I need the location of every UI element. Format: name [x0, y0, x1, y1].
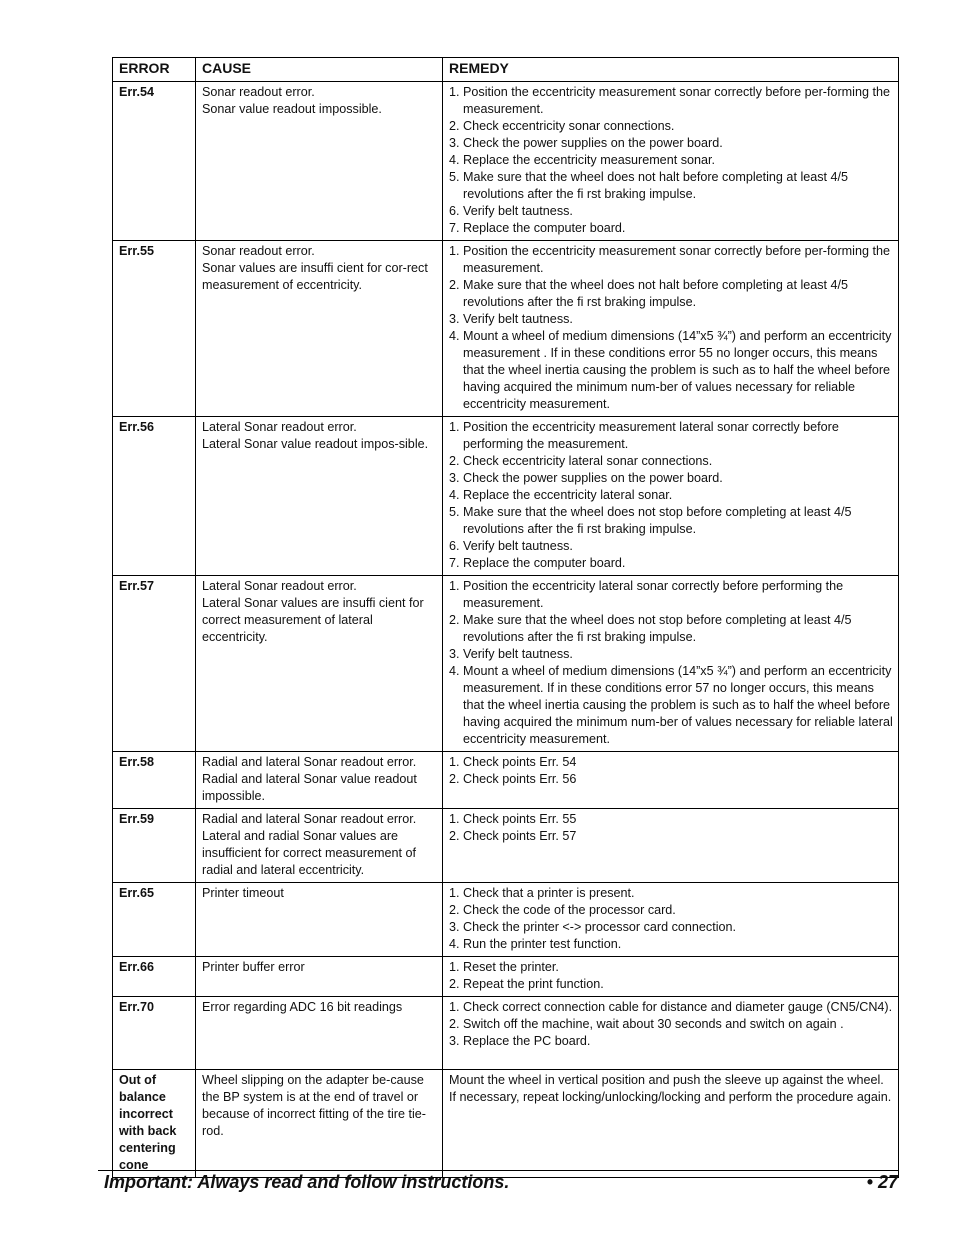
remedy-step: 1. Check points Err. 55 — [449, 812, 577, 826]
table-row — [113, 576, 899, 752]
header-error: ERROR — [113, 58, 196, 82]
remedy-step: 5. Make sure that the wheel does not stop before completing at least 4/5 revolutions after the fi rst braking impulse. — [449, 505, 852, 536]
cause-line: Sonar readout error. — [202, 244, 315, 258]
error-cause — [196, 417, 443, 576]
error-code-line: balance — [119, 1090, 166, 1104]
cause-line: Radial and lateral Sonar readout error. — [202, 755, 417, 769]
remedy-step: 3. Verify belt tautness. — [449, 647, 573, 661]
remedy-step: 1. Position the eccentricity measurement sonar correctly before per-forming the measurement. — [449, 85, 890, 116]
error-remedy — [443, 957, 899, 997]
table-header-row — [113, 58, 899, 82]
remedy-step: 4. Mount a wheel of medium dimensions (14”x5 ¾”) and perform an eccentricity measurement . If in these conditions error 55 no longer occurs, this means that the wheel inertia causing the problem is such as to half the wheel before having acquired the minimum num-ber of values necessary for reliable eccentricity measurement. — [449, 329, 892, 411]
error-cause — [196, 957, 443, 997]
remedy-step: 4. Replace the eccentricity measurement sonar. — [449, 153, 715, 167]
remedy-step: 1. Check correct connection cable for distance and diameter gauge (CN5/CN4). — [449, 1000, 893, 1014]
table-row — [113, 957, 899, 997]
remedy-step: 6. Verify belt tautness. — [449, 539, 573, 553]
error-code — [113, 997, 196, 1070]
remedy-step: 2. Check points Err. 56 — [449, 772, 577, 786]
remedy-step: 1. Reset the printer. — [449, 960, 559, 974]
cause-line: Sonar value readout impossible. — [202, 102, 382, 116]
error-code-line: Err.56 — [119, 420, 155, 434]
cause-line: Wheel slipping on the adapter be-cause the BP system is at the end of travel or because of incorrect fitting of the tire tie-rod. — [202, 1073, 427, 1138]
table-row — [113, 417, 899, 576]
cause-line: Lateral and radial Sonar values are insufficient for correct measurement of radial and lateral eccentricity. — [202, 829, 416, 877]
remedy-steps — [449, 811, 893, 845]
error-remedy — [443, 241, 899, 417]
table-row — [113, 752, 899, 809]
error-code — [113, 1070, 196, 1178]
error-code — [113, 82, 196, 241]
error-remedy — [443, 82, 899, 241]
cause-line: Radial and lateral Sonar readout error. — [202, 812, 417, 826]
cause-line: Lateral Sonar readout error. — [202, 579, 357, 593]
remedy-step: 6. Verify belt tautness. — [449, 204, 573, 218]
error-code-line: Out of — [119, 1073, 157, 1087]
error-cause — [196, 883, 443, 957]
table-body — [113, 82, 899, 1178]
error-code-line: cone — [119, 1158, 149, 1172]
remedy-step: 2. Repeat the print function. — [449, 977, 604, 991]
table-row — [113, 883, 899, 957]
error-table — [112, 57, 899, 1178]
remedy-step: 3. Check the power supplies on the power board. — [449, 471, 723, 485]
cause-line: Lateral Sonar readout error. — [202, 420, 357, 434]
remedy-steps — [449, 84, 893, 237]
remedy-step: 4. Replace the eccentricity lateral sonar. — [449, 488, 673, 502]
table-row — [113, 809, 899, 883]
page-footer — [104, 1172, 898, 1196]
footer-note: Important: Always read and follow instructions. — [104, 1172, 510, 1192]
error-remedy — [443, 1070, 899, 1178]
remedy-step: 1. Check points Err. 54 — [449, 755, 577, 769]
error-code — [113, 241, 196, 417]
error-code-line: Err.70 — [119, 1000, 155, 1014]
remedy-step: 2. Check eccentricity sonar connections. — [449, 119, 675, 133]
error-cause — [196, 809, 443, 883]
error-remedy — [443, 417, 899, 576]
error-code — [113, 417, 196, 576]
error-code-line: Err.65 — [119, 886, 155, 900]
error-code-line: Err.54 — [119, 85, 155, 99]
cause-line: Sonar readout error. — [202, 85, 315, 99]
error-code — [113, 883, 196, 957]
error-remedy — [443, 997, 899, 1070]
header-cause: CAUSE — [196, 58, 443, 82]
remedy-step: 1. Position the eccentricity measurement lateral sonar correctly before performing the measurement. — [449, 420, 839, 451]
footer-rule — [98, 1170, 898, 1171]
error-code-line: with back — [119, 1124, 177, 1138]
remedy-step: 2. Check points Err. 57 — [449, 829, 577, 843]
error-code-line: centering — [119, 1141, 176, 1155]
remedy-step: 3. Verify belt tautness. — [449, 312, 573, 326]
remedy-step: 7. Replace the computer board. — [449, 556, 626, 570]
error-cause — [196, 752, 443, 809]
remedy-step: 2. Check eccentricity lateral sonar connections. — [449, 454, 713, 468]
error-code — [113, 752, 196, 809]
cause-line: Printer buffer error — [202, 960, 305, 974]
error-remedy — [443, 576, 899, 752]
error-cause — [196, 241, 443, 417]
error-code — [113, 809, 196, 883]
error-cause — [196, 576, 443, 752]
cause-line: Error regarding ADC 16 bit readings — [202, 1000, 403, 1014]
remedy-steps — [449, 885, 893, 953]
remedy-step: 1. Check that a printer is present. — [449, 886, 635, 900]
table-row — [113, 997, 899, 1070]
remedy-step: 4. Run the printer test function. — [449, 937, 622, 951]
remedy-step: 5. Make sure that the wheel does not halt before completing at least 4/5 revolutions after the fi rst braking impulse. — [449, 170, 849, 201]
remedy-steps — [449, 243, 893, 413]
remedy-step: 2. Check the code of the processor card. — [449, 903, 676, 917]
table-row — [113, 241, 899, 417]
error-code-line: Err.57 — [119, 579, 155, 593]
error-code — [113, 576, 196, 752]
error-remedy — [443, 883, 899, 957]
table-row — [113, 82, 899, 241]
remedy-step: 2. Make sure that the wheel does not stop before completing at least 4/5 revolutions after the fi rst braking impulse. — [449, 613, 852, 644]
table-row — [113, 1070, 899, 1178]
error-code — [113, 957, 196, 997]
error-cause — [196, 1070, 443, 1178]
error-code-line: Err.59 — [119, 812, 155, 826]
error-code-line: Err.66 — [119, 960, 155, 974]
error-cause — [196, 82, 443, 241]
remedy-step: 1. Position the eccentricity measurement sonar correctly before per-forming the measurement. — [449, 244, 890, 275]
cause-line: Lateral Sonar value readout impos-sible. — [202, 437, 429, 451]
remedy-step: 2. Make sure that the wheel does not halt before completing at least 4/5 revolutions after the fi rst braking impulse. — [449, 278, 849, 309]
header-remedy: REMEDY — [443, 58, 899, 82]
cause-line: Lateral Sonar values are insuffi cient for correct measurement of lateral eccentricity. — [202, 596, 424, 644]
remedy-step: 3. Replace the PC board. — [449, 1034, 591, 1048]
remedy-steps — [449, 578, 893, 748]
remedy-steps — [449, 754, 893, 788]
remedy-step: 3. Check the printer <-> processor card connection. — [449, 920, 737, 934]
remedy-step: 3. Check the power supplies on the power board. — [449, 136, 723, 150]
error-remedy — [443, 809, 899, 883]
error-remedy — [443, 752, 899, 809]
remedy-steps — [449, 959, 893, 993]
cause-line: Radial and lateral Sonar value readout impossible. — [202, 772, 417, 803]
remedy-step: 1. Position the eccentricity lateral sonar correctly before performing the measurement. — [449, 579, 844, 610]
cause-line: Printer timeout — [202, 886, 284, 900]
remedy-step: 4. Mount a wheel of medium dimensions (14”x5 ¾”) and perform an eccentricity measurement. If in these conditions error 57 no longer occurs, this means that the wheel inertia causing the problem is such as to half the wheel before having acquired the minimum num-ber of values necessary for reliable lateral eccentricity measurement. — [449, 664, 893, 746]
remedy-text: Mount the wheel in vertical position and push the sleeve up against the wheel. If necessary, repeat locking/unlocking/locking and perform the procedure again. — [449, 1073, 892, 1104]
error-code-line: incorrect — [119, 1107, 173, 1121]
error-cause — [196, 997, 443, 1070]
remedy-steps — [449, 999, 893, 1050]
remedy-step: 7. Replace the computer board. — [449, 221, 626, 235]
error-code-line: Err.55 — [119, 244, 155, 258]
remedy-step: 2. Switch off the machine, wait about 30 seconds and switch on again . — [449, 1017, 844, 1031]
page-number: • 27 — [866, 1172, 898, 1192]
remedy-steps — [449, 419, 893, 572]
cause-line: Sonar values are insuffi cient for cor-rect measurement of eccentricity. — [202, 261, 428, 292]
error-code-line: Err.58 — [119, 755, 155, 769]
